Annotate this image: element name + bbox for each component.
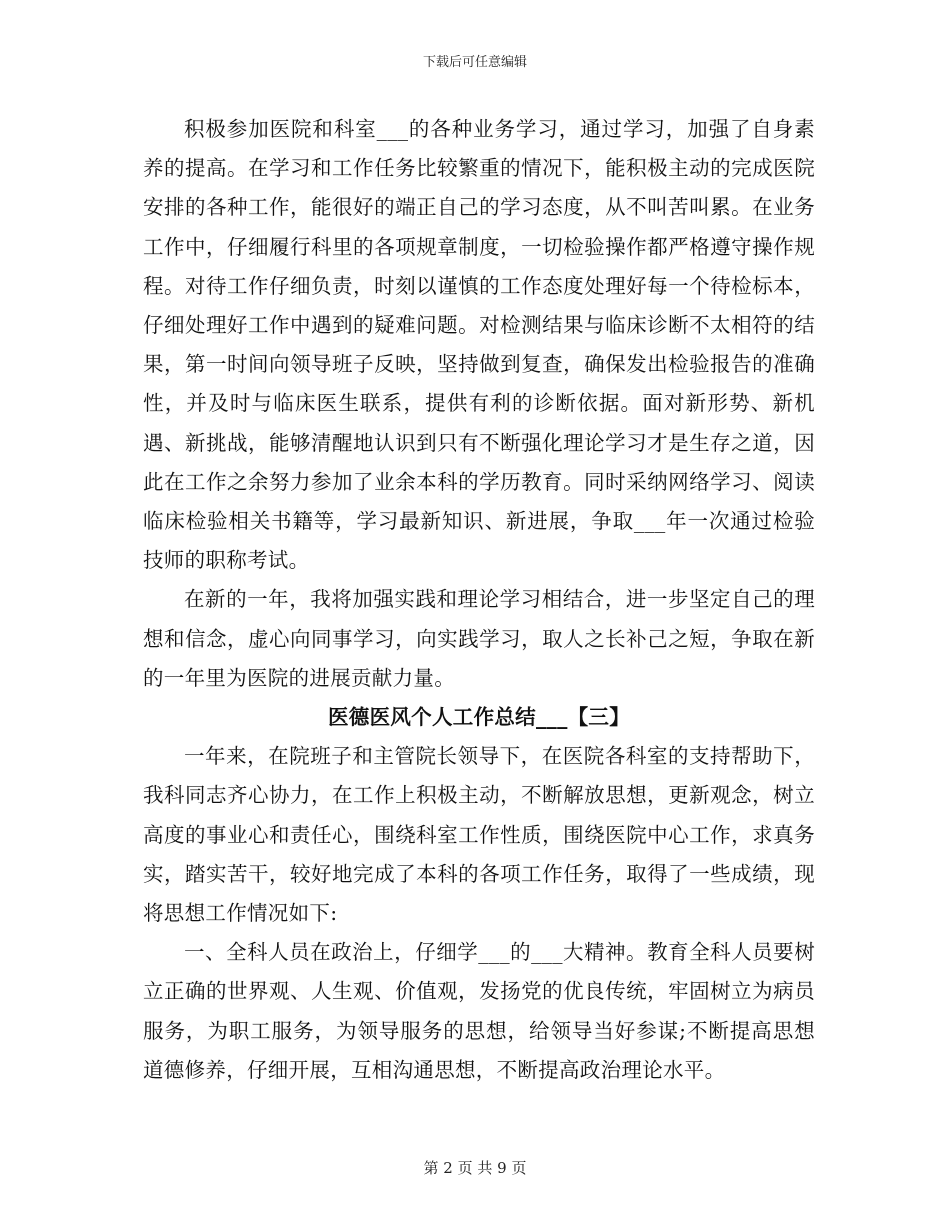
page-number: 第 2 页 共 9 页 (423, 1159, 527, 1177)
section-title: 医德医风个人工作总结___【三】 (327, 705, 631, 730)
paragraph-new-year: 在新的一年，我将加强实践和理论学习相结合，进一步坚定自己的理想和信念，虚心向同事学习，向实践学习，取人之长补己之短，争取在新的一年里为医院的进展贡献力量。 (143, 587, 815, 690)
paragraph-intro: 一年来，在院班子和主管院长领导下，在医院各科室的支持帮助下，我科同志齐心协力，在工作上积极主动，不断解放思想，更新观念，树立高度的事业心和责任心，围绕科室工作性质，围绕医院中心工作，求真务实，踏实苦干，较好地完成了本科的各项工作任务，取得了一些成绩，现将思想工作情况如下: (143, 744, 815, 926)
document-body (143, 110, 815, 1090)
paragraph-politics: 一、全科人员在政治上，仔细学___的___大精神。教育全科人员要树立正确的世界观、人生观、价值观，发扬党的优良传统，牢固树立为病员服务，为职工服务，为领导服务的思想，给领导当好参谋;不断提高思想道德修养，仔细开展，互相沟通思想，不断提高政治理论水平。 (143, 940, 815, 1082)
paragraph-study: 积极参加医院和科室___的各种业务学习，通过学习，加强了自身素养的提高。在学习和工作任务比较繁重的情况下，能积极主动的完成医院安排的各种工作，能很好的端正自己的学习态度，从不叫苦叫累。在业务工作中，仔细履行科里的各项规章制度，一切检验操作都严格遵守操作规程。对待工作仔细负责，时刻以谨慎的工作态度处理好每一个待检标本，仔细处理好工作中遇到的疑难问题。对检测结果与临床诊断不太相符的结果，第一时间向领导班子反映，坚持做到复查，确保发出检验报告的准确性，并及时与临床医生联系，提供有利的诊断依据。面对新形势、新机遇、新挑战，能够清醒地认识到只有不断强化理论学习才是生存之道，因此在工作之余努力参加了业余本科的学历教育。同时采纳网络学习、阅读临床检验相关书籍等，学习最新知识、新进展，争取___年一次通过检验技师的职称考试。 (143, 117, 815, 573)
header-note: 下载后可任意编辑 (422, 55, 527, 70)
